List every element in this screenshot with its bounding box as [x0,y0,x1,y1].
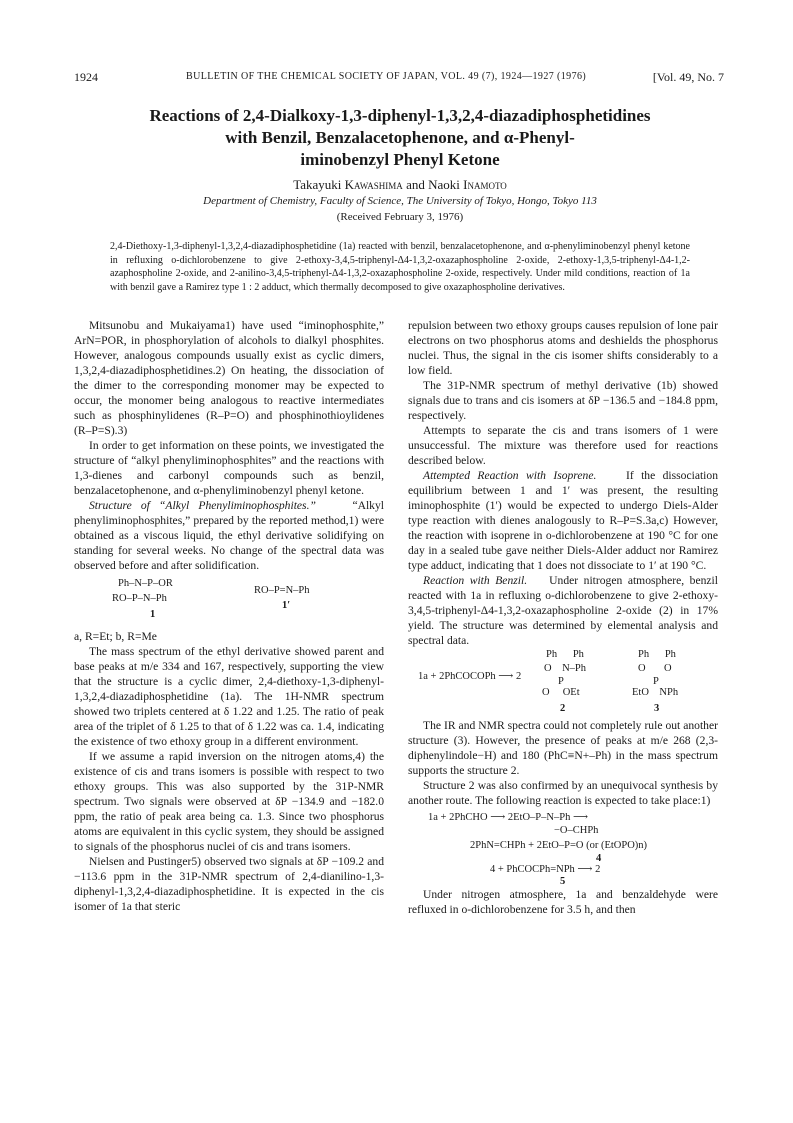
left-paragraph-2: In order to get information on these points, we investigated the structure of “alkyl phenyliminophosphites” and the reactions with 1,3-dienes and carbonyl compounds such as benzil, benzalacetophenone, and α-phenyliminobenzyl phenyl ketone. [74,439,384,497]
title-line-3: iminobenzyl Phenyl Ketone [300,150,500,169]
structure-2-bottom: O OEt [542,687,580,698]
right-paragraph-7: Structure 2 was also confirmed by an unequivocal synthesis by another route. The following reaction is expected to take place:1) [408,779,718,807]
left-paragraph-5: If we assume a rapid inversion on the nitrogen atoms,4) the existence of cis and trans isomers is possible with respect to two ethoxy groups. This was also supported by the 31P-NMR spectrum. Two signals were observed at δP −134.9 and −182.0 ppm, the ratio of peak area being ca. 1.3. Since two phosphorus atoms are equivalent in this cyclic system, they should be assigned to signals of the phosphorus nuclei of cis and trans isomers. [74,750,384,853]
title-line-2: with Benzil, Benzalacetophenone, and α-Phenyl- [225,128,575,147]
structure-1-block [74,577,384,629]
structure-2-middle: O N–Ph [544,663,587,674]
scheme-2-line-2: 2PhN=CHPh + 2EtO–P=O (or (EtOPO)n) [470,840,648,851]
structure-1-top: Ph–N–P–OR [118,578,173,589]
author-2-given: Naoki [428,177,460,192]
scheme-2-line-1b: −O–CHPh [554,825,599,836]
right-paragraph-1: repulsion between two ethoxy groups causes repulsion of lone pair electrons on two phosphorus atoms and deshields the phosphorus nuclei. Thus, the signal in the cis isomer shifts considerably to a low field. [408,319,718,377]
structure-1prime-label: 1′ [282,600,291,611]
structure-1-label: 1 [150,609,156,620]
structure-3-top: Ph Ph [638,649,676,660]
right-paragraph-2: The 31P-NMR spectrum of methyl derivative (1b) showed signals due to trans and cis isomers at δP −136.5 and −184.8 ppm, respectively. [408,379,718,422]
author-1-given: Takayuki [293,177,342,192]
right-paragraph-6: The IR and NMR spectra could not completely rule out another structure (3). However, the presence of peaks at m/e 268 (2,3-diphenylindole−H) and 180 (PhC≡N+–Ph) in the mass spectrum supports the structure 2. [408,719,718,777]
left-paragraph-3-text: “Alkyl phenyliminophosphites,” prepared by the reported method,1) were obtained as a viscous liquid, the ethyl derivative solidifying on standing for several weeks. No change of the spectral data was observed before and after solidification. [74,499,384,572]
article-title [90,105,710,171]
right-paragraph-8: Under nitrogen atmosphere, 1a and benzaldehyde were refluxed in o-dichlorobenzene for 3.5 h, and then [408,888,718,916]
authors-and: and [406,177,425,192]
structure-1-bottom: RO–P–N–Ph [112,593,167,604]
right-paragraph-4 [408,468,718,573]
right-paragraph-5-text: Under nitrogen atmosphere, benzil reacted with 1a in refluxing o-dichlorobenzene to give 2-ethoxy-3,4,5-triphenyl-Δ4-1,3,2-oxazaphospholine 2-oxide (2) in 17% yield. The structure was determined by elemental analysis and spectral data. [408,574,718,647]
structure-2-top: Ph Ph [546,649,584,660]
scheme-2-line-1: 1a + 2PhCHO ⟶ 2EtO–P–N–Ph ⟶ [428,812,588,823]
right-column [408,318,718,917]
right-paragraph-5 [408,573,718,648]
structure-3-label: 3 [654,703,660,714]
scheme-1-equation: 1a + 2PhCOCOPh ⟶ 2 [418,671,522,682]
scheme-2-label-5: 5 [560,876,566,887]
left-paragraph-6: Nielsen and Pustinger5) observed two signals at δP −109.2 and −113.6 ppm in the 31P-NMR spectrum of 2,4-dianilino-1,3-diphenyl-1,3,2,4-diazadiphosphetidine. It is expected in the cis isomer of 1a that steric [74,855,384,913]
received-date: (Received February 3, 1976) [336,211,464,223]
left-paragraph-1: Mitsunobu and Mukaiyama1) have used “iminophosphite,” ArN=POR, in phosphorylation of alcohols to dialkyl phosphites. However, analogous compounds usually exist as cyclic dimers, 1,3,2,4-diazadiphosphetidines.2) On heating, the dissociation of the dimer to the corresponding monomer may be expected to occur, the monomer being analogous to reactive intermediates such as phosphinylidenes (R–P=O) and phosphinothioylidenes (R–P=S).3) [74,319,384,437]
affiliation: Department of Chemistry, Faculty of Science, The University of Tokyo, Hongo, Tokyo 113 [203,195,597,207]
running-header [74,70,724,88]
structure-3-phosphorus: P [653,676,659,687]
journal-citation: BULLETIN OF THE CHEMICAL SOCIETY OF JAPAN, VOL. 49 (7), 1924—1927 (1976) [186,71,587,82]
left-paragraph-4: The mass spectrum of the ethyl derivative showed parent and base peaks at m/e 334 and 167, respectively, supporting the view that the structure is a cyclic dimer, 2,4-diethoxy-1,3-diphenyl-1,3,2,4-diazadiphosphetidine (1a). The 1H-NMR spectrum showed two triplets centered at δ 1.22 and 1.25. The ratio of peak area of the triplet of δ 1.25 to that of δ 1.22 was ca. 1.4, indicating the existence of two ethoxy group in a different environment. [74,645,384,748]
section-heading-isoprene: Attempted Reaction with Isoprene. [423,469,597,482]
structure-1prime: RO–P=N–Ph [254,585,310,596]
structure-2-phosphorus: P [558,676,564,687]
scheme-2-label-4: 4 [596,853,602,864]
title-line-1: Reactions of 2,4-Dialkoxy-1,3-diphenyl-1,3,2,4-diazadiphosphetidines [149,106,651,125]
left-column [74,318,384,914]
compound-variants: a, R=Et; b, R=Me [74,630,157,643]
structure-3-middle: O O [638,663,672,674]
scheme-2-line-3: 4 + PhCOCPh=NPh ⟶ 2 [490,864,601,875]
scheme-1 [408,648,718,718]
structure-2-label: 2 [560,703,566,714]
structure-3-bottom: EtO NPh [632,687,679,698]
left-paragraph-3 [74,498,384,573]
section-heading-benzil: Reaction with Benzil. [423,574,528,587]
abstract: 2,4-Diethoxy-1,3-diphenyl-1,3,2,4-diazadiphosphetidine (1a) reacted with benzil, benzalacetophenone, and α-phenyliminobenzyl phenyl ketone in refluxing o-dichlorobenzene to give 2-ethoxy-3,4,5-triphenyl-Δ4-1,3,2-oxazaphospholine 2-oxide, 2-ethoxy-1,3,5-triphenyl-Δ4-1,2-azaphospholine 2-oxide, and 2-anilino-3,4,5-triphenyl-Δ4-1,3,2-oxazaphospholine 2-oxide, respectively. Under mild conditions, reaction of 1a with benzil gave a Ramirez type 1 : 2 adduct, which thermally decomposed to give oxazaphospholine derivatives. [110,241,690,293]
author-1-family: Kawashima [344,177,403,192]
authors [90,177,710,193]
section-heading-structure: Structure of “Alkyl Phenyliminophosphites.” [89,499,316,512]
right-paragraph-4-text: If the dissociation equilibrium between 1 and 1′ was present, the resulting iminophosphite (1′) would be expected to undergo Diels-Alder type reaction with dienes analogously to R–P=S.3a,c) However, the reaction with isoprene in o-dichlorobenzene at 190 °C for one day in a sealed tube gave neither Diels-Alder adduct nor Ramirez type adduct, indicating that 1 does not dissociate to 1′ at 190 °C. [408,469,719,572]
right-paragraph-3: Attempts to separate the cis and trans isomers of 1 were unsuccessful. The mixture was therefore used for reactions described below. [408,424,718,467]
author-2-family: Inamoto [463,177,507,192]
volume-info: [Vol. 49, No. 7 [652,70,724,84]
scheme-2 [408,811,718,887]
page-number: 1924 [74,70,98,84]
